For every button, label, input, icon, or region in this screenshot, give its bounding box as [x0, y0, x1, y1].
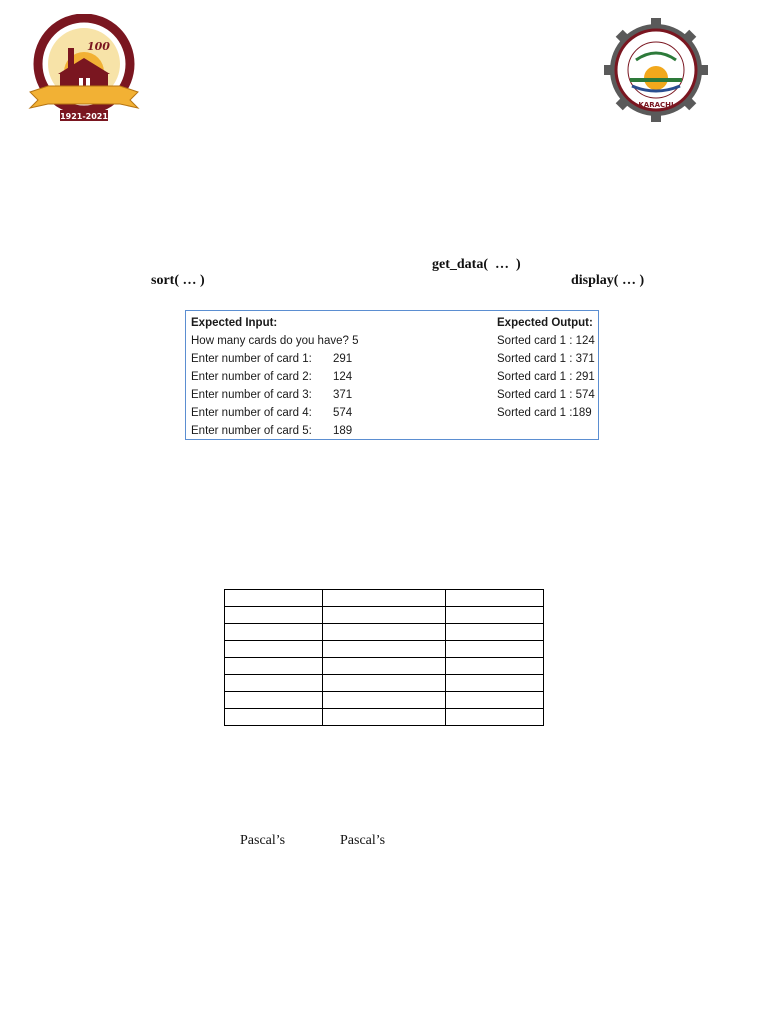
ned-gear-logo [602, 16, 710, 124]
card-count-prompt: How many cards do you have? 5 [191, 335, 359, 347]
input-value: 574 [333, 407, 353, 419]
table-cell [323, 641, 446, 658]
anniversary-number: 100 [87, 40, 110, 53]
table-cell [446, 624, 544, 641]
table-cell [446, 590, 544, 607]
sort-function: sort( … ) [151, 273, 205, 288]
output-line: Sorted card 1 : 371 [497, 353, 595, 365]
table-cell [225, 641, 323, 658]
pascal-text: Pascal’s [340, 833, 386, 848]
input-value: 124 [333, 371, 353, 383]
table-cell [323, 590, 446, 607]
table-cell [323, 607, 446, 624]
input-label: Enter number of card 2: [191, 371, 312, 383]
expected-io-box [185, 310, 599, 440]
output-line: Sorted card 1 : 291 [497, 371, 595, 383]
table-cell [323, 624, 446, 641]
table-row [225, 709, 544, 726]
ned-centenary-logo [24, 14, 144, 124]
table-cell [323, 709, 446, 726]
table-cell [225, 692, 323, 709]
table-cell [225, 624, 323, 641]
input-label: Enter number of card 3: [191, 389, 312, 401]
empty-table [224, 589, 544, 726]
get-data-function: get_data( … ) [432, 257, 521, 272]
input-value: 371 [333, 389, 353, 401]
table-cell [446, 641, 544, 658]
table-row [225, 692, 544, 709]
table-row [225, 658, 544, 675]
table-cell [446, 607, 544, 624]
table-cell [446, 658, 544, 675]
table-cell [446, 692, 544, 709]
output-line: Sorted card 1 :189 [497, 407, 592, 419]
output-line: Sorted card 1 : 574 [497, 389, 595, 401]
logo-city: KARACHI [638, 101, 674, 109]
input-value: 189 [333, 425, 353, 437]
logo-years: 1921-2021 [60, 112, 108, 121]
table-row [225, 624, 544, 641]
table-cell [446, 675, 544, 692]
table-cell [225, 675, 323, 692]
table-row [225, 675, 544, 692]
input-label: Enter number of card 5: [191, 425, 312, 437]
input-value: 291 [333, 353, 353, 365]
table-cell [323, 692, 446, 709]
table-cell [323, 675, 446, 692]
table-row [225, 607, 544, 624]
output-line: Sorted card 1 : 124 [497, 335, 595, 347]
input-label: Enter number of card 1: [191, 353, 312, 365]
table-cell [225, 709, 323, 726]
table-cell [225, 590, 323, 607]
table-row [225, 590, 544, 607]
expected-output-header: Expected Output: [497, 317, 593, 329]
table-cell [323, 658, 446, 675]
table-cell [446, 709, 544, 726]
input-label: Enter number of card 4: [191, 407, 312, 419]
table-row [225, 641, 544, 658]
expected-input-header: Expected Input: [191, 317, 278, 329]
display-function: display( … ) [571, 273, 645, 288]
table-cell [225, 607, 323, 624]
table-cell [225, 658, 323, 675]
pascal-text: Pascal’s [240, 833, 286, 848]
